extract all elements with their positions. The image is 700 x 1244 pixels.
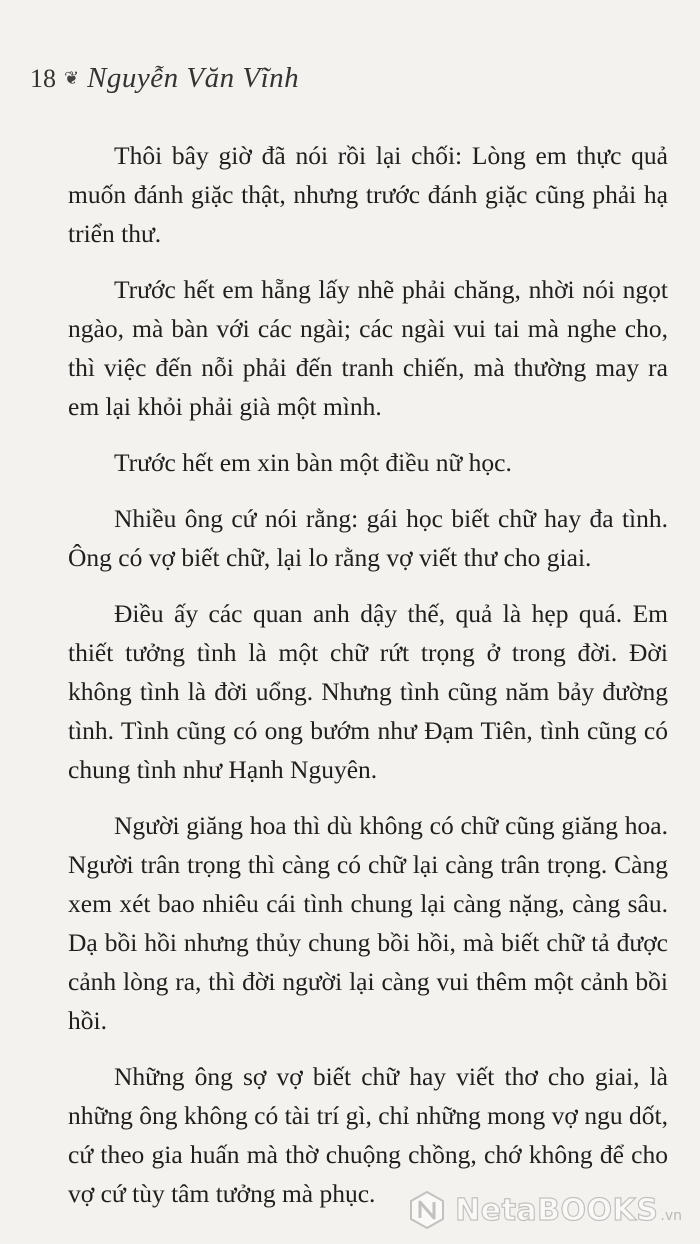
- paragraph: Nhiều ông cứ nói rằng: gái học biết chữ hay đa tình. Ông có vợ biết chữ, lại lo rằng vợ viết thư cho giai.: [68, 504, 668, 572]
- ornament-icon: ❦: [64, 68, 80, 88]
- watermark: [407, 1190, 682, 1230]
- watermark-brand: NetaBOOKS: [455, 1192, 659, 1228]
- paragraph: Người giăng hoa thì dù không có chữ cũng giăng hoa. Người trân trọng thì càng có chữ lại càng trân trọng. Càng xem xét bao nhiêu cái tình chung lại càng nặng, càng sâu. Dạ bồi hồi nhưng thủy chung bồi hồi, mà biết chữ tả được cảnh lòng ra, thì đời người lại càng vui thêm một cảnh bồi hồi.: [68, 811, 668, 1035]
- running-header-author: Nguyễn Văn Vĩnh: [87, 62, 300, 94]
- watermark-suffix: .vn: [660, 1208, 682, 1224]
- paragraph: Trước hết em hẵng lấy nhẽ phải chăng, nhời nói ngọt ngào, mà bàn với các ngài; các ngài vui tai mà nghe cho, thì việc đến nỗi phải đến tranh chiến, mà thường may ra em lại khỏi phải già một mình.: [68, 275, 668, 421]
- paragraph: Trước hết em xin bàn một điều nữ học.: [114, 448, 512, 477]
- page-number: 18: [30, 63, 56, 93]
- netabooks-logo-icon: [407, 1190, 447, 1230]
- running-header: [30, 62, 299, 95]
- paragraph: Điều ấy các quan anh dậy thế, quả là hẹp quá. Em thiết tưởng tình là một chữ rứt trọng ở trong đời. Đời không tình là đời uổng. Nhưng tình cũng năm bảy đường tình. Tình cũng có ong bướm như Đạm Tiên, tình cũng có chung tình như Hạnh Nguyên.: [68, 599, 668, 784]
- paragraph: Những ông sợ vợ biết chữ hay viết thơ cho giai, là những ông không có tài trí gì, chỉ những mong vợ ngu dốt, cứ theo gia huấn mà thờ chuộng chồng, chớ không để cho vợ cứ tùy tâm tưởng mà phục.: [68, 1062, 668, 1208]
- page-body: [68, 136, 668, 1230]
- paragraph: Thôi bây giờ đã nói rồi lại chối: Lòng em thực quả muốn đánh giặc thật, nhưng trước đánh giặc cũng phải hạ triển thư.: [68, 141, 668, 248]
